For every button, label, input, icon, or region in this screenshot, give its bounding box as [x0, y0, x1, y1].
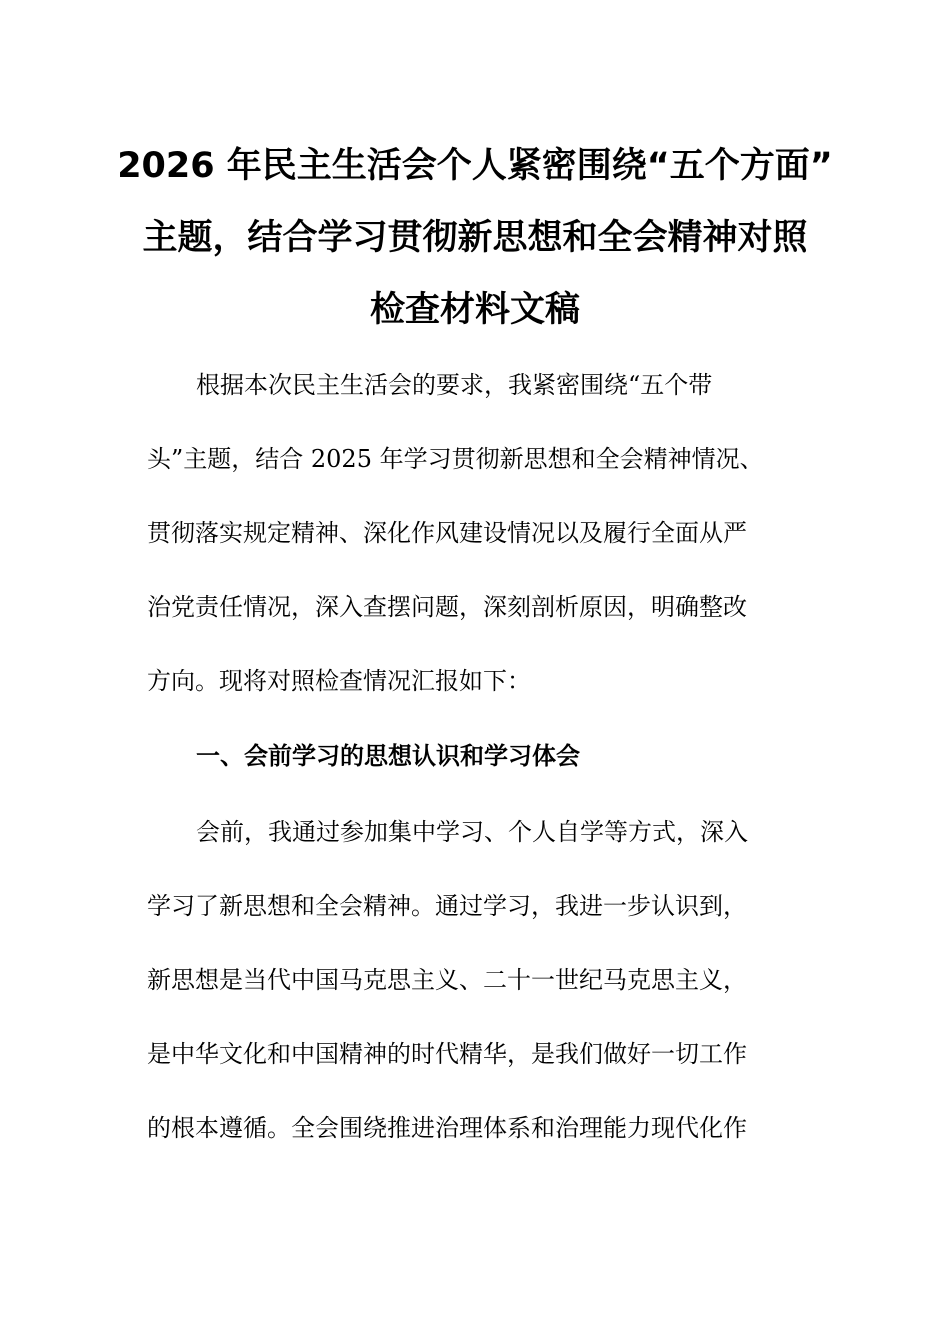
paragraph-line: 贯彻落实规定精神、深化作风建设情况以及履行全面从严: [147, 519, 747, 547]
paragraph-line: 是中华文化和中国精神的时代精华，是我们做好一切工作: [147, 1040, 747, 1068]
document-title: [100, 130, 850, 346]
paragraph-line: 头”主题，结合 2025 年学习贯彻新思想和全会精神情况、: [147, 445, 764, 473]
paragraph-line: 的根本遵循。全会围绕推进治理体系和治理能力现代化作: [147, 1114, 747, 1142]
title-line: 检查材料文稿: [369, 290, 580, 330]
paragraph-line: 根据本次民主生活会的要求，我紧密围绕“五个带: [196, 371, 713, 399]
title-line: 主题，结合学习贯彻新思想和全会精神对照: [142, 218, 808, 258]
paragraph-line: 治党责任情况，深入查摆问题，深刻剖析原因，明确整改: [147, 593, 747, 621]
paragraph-line: 方向。现将对照检查情况汇报如下：: [147, 667, 531, 695]
title-line: 2026 年民主生活会个人紧密围绕“五个方面”: [117, 146, 833, 186]
section-heading: 一、会前学习的思想认识和学习体会: [196, 742, 580, 770]
paragraph-line: 会前，我通过参加集中学习、个人自学等方式，深入: [196, 818, 748, 846]
paragraph-line: 学习了新思想和全会精神。通过学习，我进一步认识到，: [147, 892, 747, 920]
paragraph-line: 新思想是当代中国马克思主义、二十一世纪马克思主义，: [147, 966, 747, 994]
